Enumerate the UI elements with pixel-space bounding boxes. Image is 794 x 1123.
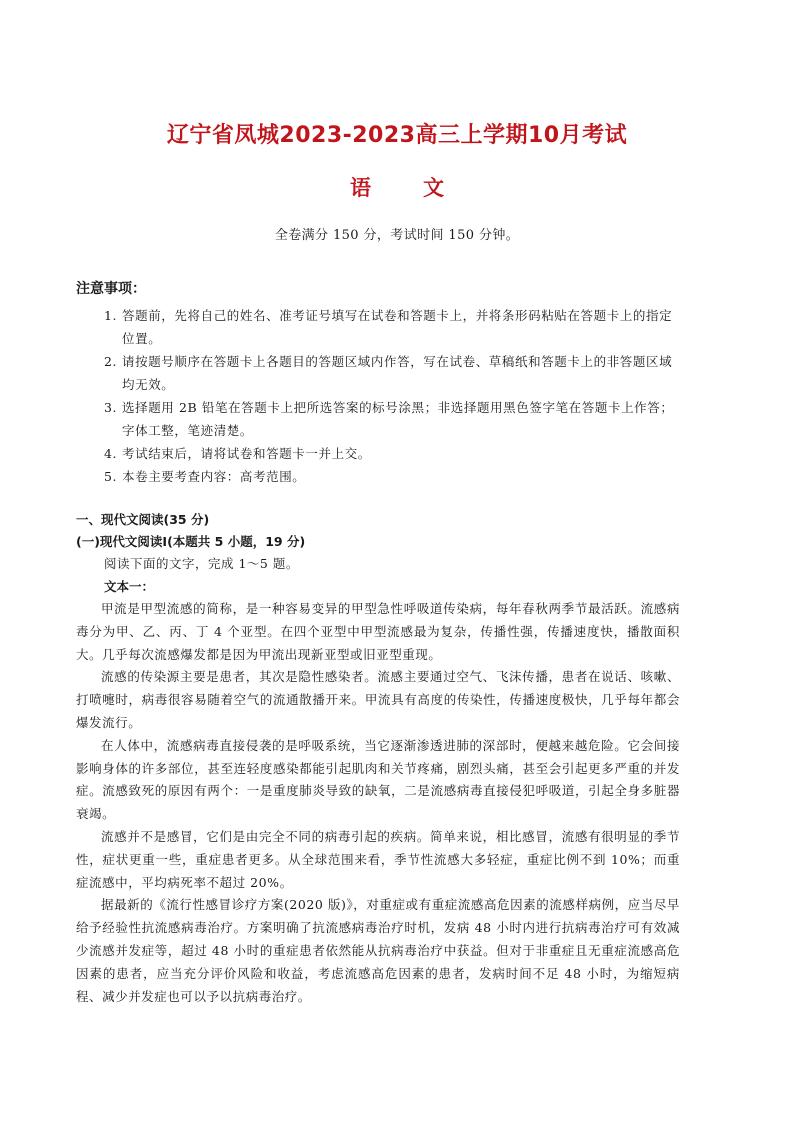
passage-paragraph: 流感的传染源主要是患者，其次是隐性感染者。流感主要通过空气、飞沫传播，患者在说话、咳嗽、打喷嚏时，病毒很容易随着空气的流通散播开来。甲流具有高度的传染性，传播速度极快，几乎每年都会爆发流行。 xyxy=(76,669,680,730)
notice-item-number: 3. xyxy=(104,400,118,415)
notice-item-number: 2. xyxy=(104,354,118,369)
notice-item-text: 请按题号顺序在答题卡上各题目的答题区域内作答，写在试卷、草稿纸和答题卡上的非答题区域均无效。 xyxy=(122,354,673,392)
notice-item-text: 选择题用 2B 铅笔在答题卡上把所选答案的标号涂黑；非选择题用黑色签字笔在答题卡上作答；字体工整，笔迹清楚。 xyxy=(122,400,674,438)
subject-title xyxy=(0,172,794,202)
notice-item xyxy=(104,396,684,442)
passage-paragraph: 流感并不是感冒，它们是由完全不同的病毒引起的疾病。简单来说，相比感冒，流感有很明显的季节性，症状更重一些，重症患者更多。从全球范围来看，季节性流感大多轻症，重症比例不到 10%；而重症流感中，平均病死率不超过 20%。 xyxy=(76,828,680,890)
subject-title-part2: 文 xyxy=(423,176,444,200)
reading-instruction: 阅读下面的文字，完成 1～5 题。 xyxy=(104,556,299,571)
notice-item-number: 4. xyxy=(104,446,118,461)
passage-paragraph: 据最新的《流行性感冒诊疗方案(2020 版)》，对重症或有重症流感高危因素的流感样病例，应当尽早给予经验性抗流感病毒治疗。方案明确了抗流感病毒治疗时机，发病 48 小时内进行抗病毒治疗可有效减少流感并发症等，超过 48 小时的重症患者依然能从抗病毒治疗中获益。但对于非重症且无重症流感高危因素的患者，应当充分评价风险和收益，考虑流感高危因素的患者，发病时间不足 48 小时，为缩短病程、减少并发症也可以予以抗病毒治疗。 xyxy=(76,897,680,1004)
text-label: 文本一： xyxy=(104,579,155,594)
reading-passage xyxy=(76,598,680,1008)
exam-title: 辽宁省凤城2023-2023高三上学期10月考试 xyxy=(166,123,628,148)
notice-item-text: 本卷主要考查内容：高考范围。 xyxy=(122,469,306,484)
section-heading: 一、现代文阅读(35 分) xyxy=(76,512,210,527)
exam-meta-info: 全卷满分 150 分，考试时间 150 分钟。 xyxy=(274,228,520,243)
notice-item xyxy=(104,442,684,465)
notice-item-text: 考试结束后，请将试卷和答题卡一并上交。 xyxy=(122,446,371,461)
passage-paragraph: 甲流是甲型流感的简称，是一种容易变异的甲型急性呼吸道传染病，每年春秋两季节最活跃。流感病毒分为甲、乙、丙、丁 4 个亚型。在四个亚型中甲型流感最为复杂，传播性强，传播速度快，播散面积大。几乎每次流感爆发都是因为甲流出现新亚型或旧亚型重现。 xyxy=(76,601,680,662)
subsection-heading: (一)现代文阅读Ⅰ(本题共 5 小题，19 分) xyxy=(76,534,306,549)
notice-item xyxy=(104,465,684,488)
notice-item xyxy=(104,304,684,350)
notice-item-number: 5. xyxy=(104,469,118,484)
notice-heading: 注意事项： xyxy=(76,281,146,297)
passage-paragraph: 在人体中，流感病毒直接侵袭的是呼吸系统，当它逐渐渗透进肺的深部时，便越来越危险。它会间接影响身体的许多部位，甚至连轻度感染都能引起肌肉和关节疼痛，剧烈头痛，甚至会引起更多严重的并发症。流感致死的原因有两个：一是重度肺炎导致的缺氧，二是流感病毒直接侵犯呼吸道，引起全身多脏器衰竭。 xyxy=(76,737,680,822)
notice-list xyxy=(104,304,684,488)
subject-title-part1: 语 xyxy=(350,176,371,200)
notice-item xyxy=(104,350,684,396)
notice-item-text: 答题前，先将自己的姓名、准考证号填写在试卷和答题卡上，并将条形码粘贴在答题卡上的指定位置。 xyxy=(122,308,673,346)
notice-item-number: 1. xyxy=(104,308,118,323)
